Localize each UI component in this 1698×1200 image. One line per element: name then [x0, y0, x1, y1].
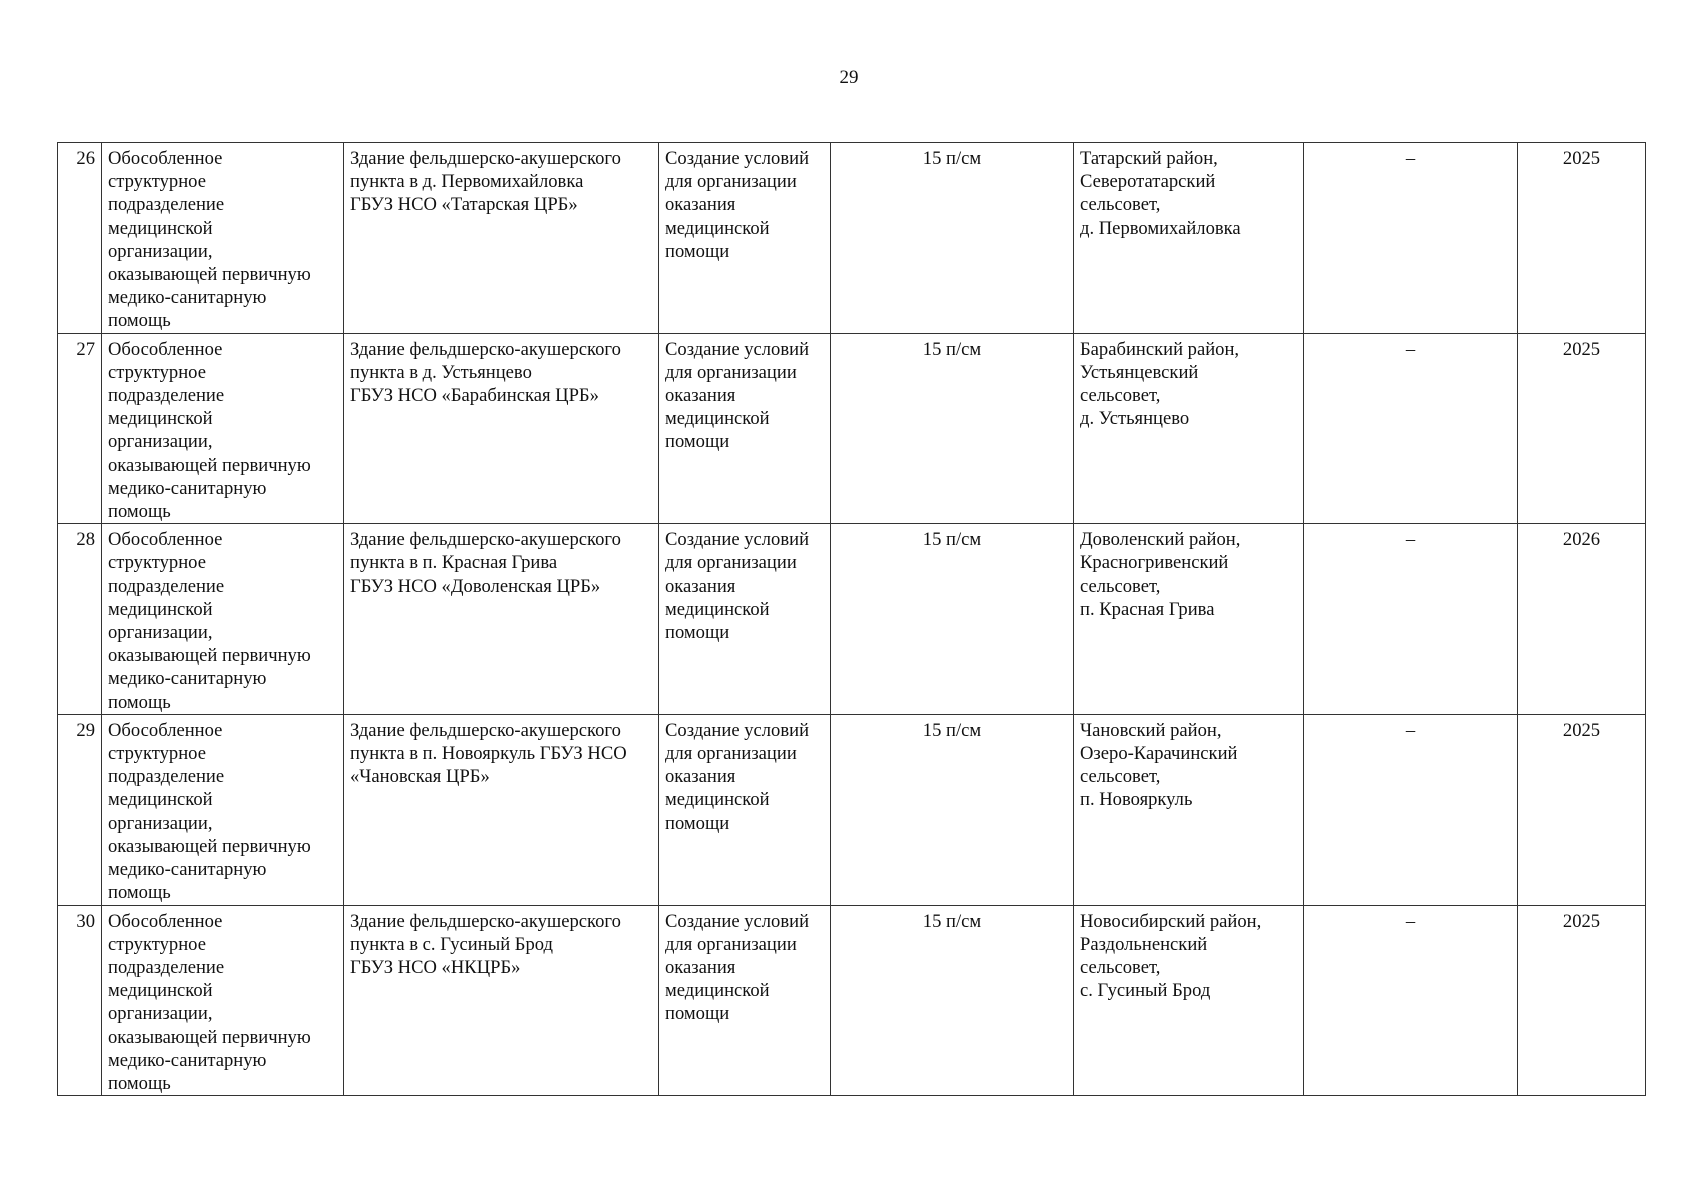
row-number: 26	[58, 143, 102, 334]
purpose-cell: Создание условий для организации оказания медицинской помощи	[659, 524, 831, 715]
dash-cell: –	[1304, 905, 1518, 1096]
capacity-cell: 15 п/см	[831, 333, 1074, 524]
year-cell: 2025	[1518, 714, 1646, 905]
purpose-cell: Создание условий для организации оказания медицинской помощи	[659, 905, 831, 1096]
year-cell: 2026	[1518, 524, 1646, 715]
row-number: 29	[58, 714, 102, 905]
dash-cell: –	[1304, 714, 1518, 905]
location-cell: Барабинский район, Устьянцевский сельсовет, д. Устьянцево	[1074, 333, 1304, 524]
capacity-cell: 15 п/см	[831, 905, 1074, 1096]
purpose-cell: Создание условий для организации оказания медицинской помощи	[659, 714, 831, 905]
location-cell: Чановский район, Озеро-Карачинский сельсовет, п. Новояркуль	[1074, 714, 1304, 905]
organization-type-cell: Обособленное структурное подразделение медицинской организации, оказывающей первичную медико-санитарную помощь	[102, 524, 344, 715]
organization-type-cell: Обособленное структурное подразделение медицинской организации, оказывающей первичную медико-санитарную помощь	[102, 333, 344, 524]
table-row	[58, 333, 1646, 524]
purpose-cell: Создание условий для организации оказания медицинской помощи	[659, 143, 831, 334]
object-name-cell: Здание фельдшерско-акушерского пункта в д. Устьянцево ГБУЗ НСО «Барабинская ЦРБ»	[344, 333, 659, 524]
capacity-cell: 15 п/см	[831, 524, 1074, 715]
object-name-cell: Здание фельдшерско-акушерского пункта в п. Красная Грива ГБУЗ НСО «Доволенская ЦРБ»	[344, 524, 659, 715]
object-name-cell: Здание фельдшерско-акушерского пункта в д. Первомихайловка ГБУЗ НСО «Татарская ЦРБ»	[344, 143, 659, 334]
capacity-cell: 15 п/см	[831, 714, 1074, 905]
dash-cell: –	[1304, 524, 1518, 715]
location-cell: Доволенский район, Красногривенский сельсовет, п. Красная Грива	[1074, 524, 1304, 715]
year-cell: 2025	[1518, 905, 1646, 1096]
table-row	[58, 905, 1646, 1096]
object-name-cell: Здание фельдшерско-акушерского пункта в с. Гусиный Брод ГБУЗ НСО «НКЦРБ»	[344, 905, 659, 1096]
facilities-table	[57, 142, 1646, 1096]
page-number: 29	[839, 67, 859, 88]
organization-type-cell: Обособленное структурное подразделение медицинской организации, оказывающей первичную медико-санитарную помощь	[102, 905, 344, 1096]
row-number: 28	[58, 524, 102, 715]
table-row	[58, 524, 1646, 715]
table-row	[58, 714, 1646, 905]
capacity-cell: 15 п/см	[831, 143, 1074, 334]
purpose-cell: Создание условий для организации оказания медицинской помощи	[659, 333, 831, 524]
dash-cell: –	[1304, 333, 1518, 524]
table-row	[58, 143, 1646, 334]
organization-type-cell: Обособленное структурное подразделение медицинской организации, оказывающей первичную медико-санитарную помощь	[102, 143, 344, 334]
organization-type-cell: Обособленное структурное подразделение медицинской организации, оказывающей первичную медико-санитарную помощь	[102, 714, 344, 905]
location-cell: Новосибирский район, Раздольненский сельсовет, с. Гусиный Брод	[1074, 905, 1304, 1096]
row-number: 30	[58, 905, 102, 1096]
year-cell: 2025	[1518, 333, 1646, 524]
location-cell: Татарский район, Северотатарский сельсовет, д. Первомихайловка	[1074, 143, 1304, 334]
dash-cell: –	[1304, 143, 1518, 334]
year-cell: 2025	[1518, 143, 1646, 334]
object-name-cell: Здание фельдшерско-акушерского пункта в п. Новояркуль ГБУЗ НСО «Чановская ЦРБ»	[344, 714, 659, 905]
row-number: 27	[58, 333, 102, 524]
